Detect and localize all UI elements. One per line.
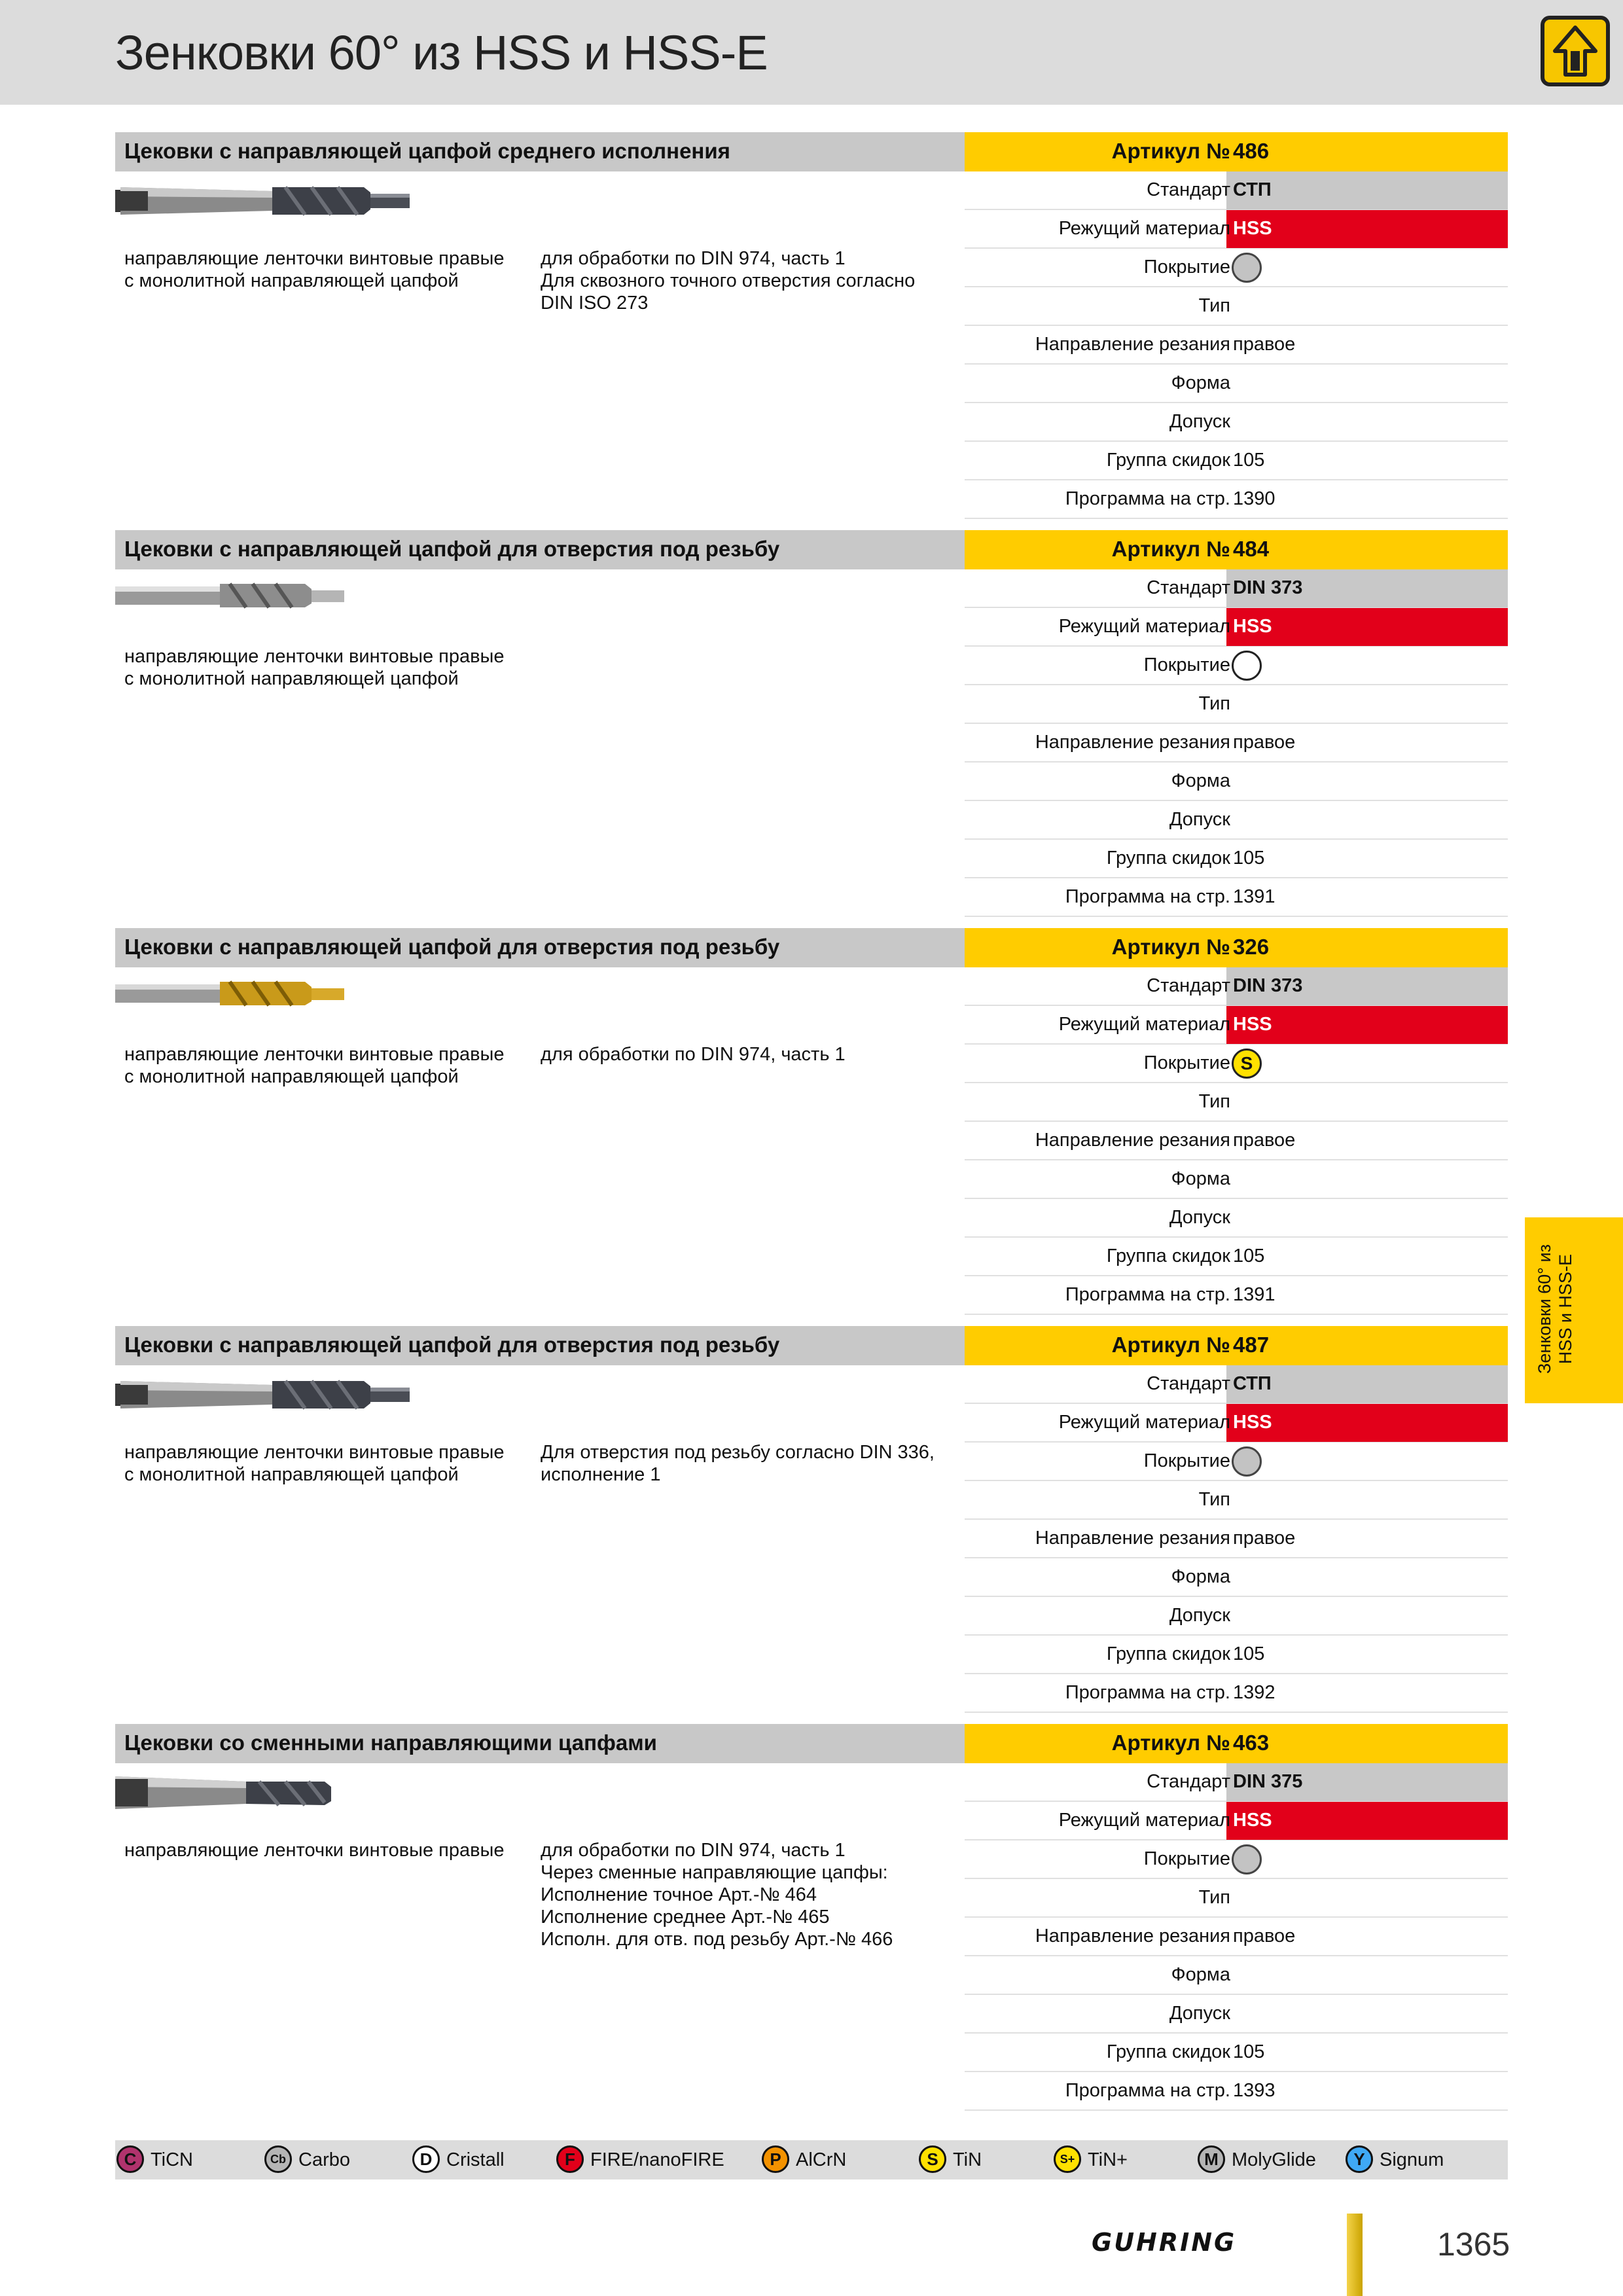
spec-label-coating: Покрытие	[1143, 655, 1230, 675]
spec-value-program[interactable]: 1391	[1233, 1284, 1275, 1305]
spec-label-form: Форма	[1171, 372, 1230, 393]
spec-label-standard: Стандарт	[1147, 179, 1230, 200]
legend-label: Signum	[1380, 2149, 1444, 2170]
section-description: направляющие ленточки винтовые правые	[124, 1840, 505, 1861]
spec-label-direction: Направление резания	[1035, 1926, 1230, 1946]
spec-row-coating	[965, 1045, 1508, 1083]
spec-value-discount: 105	[1233, 2041, 1265, 2062]
spec-label-type: Тип	[1198, 693, 1230, 714]
section-description: направляющие ленточки винтовые правые с монолитной направляющей цапфой	[124, 1044, 505, 1087]
countersink-tool-image	[115, 974, 351, 1016]
article-label: Артикул №	[1111, 1731, 1230, 1755]
article-number[interactable]: 484	[1233, 537, 1270, 561]
spec-row-discount	[965, 442, 1508, 480]
page-title: Зенковки 60° из HSS и HSS-E	[115, 26, 768, 80]
spec-row-type	[965, 287, 1508, 326]
legend-label: Carbo	[298, 2149, 350, 2170]
spec-value-standard: СТП	[1233, 1373, 1272, 1394]
product-section	[115, 928, 1508, 1326]
spec-value-standard: DIN 373	[1233, 975, 1303, 996]
spec-value-direction: правое	[1233, 1528, 1296, 1549]
spec-row-direction	[965, 326, 1508, 365]
spec-row-type	[965, 1481, 1508, 1520]
spec-label-tolerance: Допуск	[1169, 1207, 1230, 1228]
section-application: для обработки по DIN 974, часть 1 Для сквозного точного отверстия согласно DIN ISO 273	[541, 248, 916, 314]
spec-row-program	[965, 480, 1508, 519]
legend-label: Cristall	[446, 2149, 505, 2170]
section-application: для обработки по DIN 974, часть 1	[541, 1044, 846, 1065]
countersink-icon	[1541, 16, 1610, 86]
spec-value-material: HSS	[1233, 1810, 1272, 1831]
product-section	[115, 132, 1508, 530]
spec-label-direction: Направление резания	[1035, 1130, 1230, 1151]
spec-label-tolerance: Допуск	[1169, 411, 1230, 432]
spec-value-material: HSS	[1233, 1412, 1272, 1433]
spec-label-coating: Покрытие	[1143, 1450, 1230, 1471]
spec-label-discount: Группа скидок	[1106, 450, 1230, 471]
spec-label-coating: Покрытие	[1143, 1848, 1230, 1869]
legend-label: TiCN	[151, 2149, 193, 2170]
spec-label-standard: Стандарт	[1147, 975, 1230, 996]
article-row	[965, 928, 1508, 967]
guhring-logo: GUHRING	[1092, 2228, 1237, 2257]
spec-value-material: HSS	[1233, 1014, 1272, 1035]
spec-row-standard	[965, 1763, 1508, 1802]
spec-row-tolerance	[965, 1597, 1508, 1636]
side-tab-label: Зенковки 60° из HSS и HSS-E	[1535, 1244, 1575, 1374]
spec-row-direction	[965, 724, 1508, 762]
spec-label-program: Программа на стр.	[1065, 1682, 1230, 1703]
spec-value-discount: 105	[1233, 1246, 1265, 1266]
section-title: Цековки с направляющей цапфой среднего исполнения	[124, 139, 730, 163]
coating-cristall-icon: D	[412, 2145, 440, 2173]
article-row	[965, 530, 1508, 569]
spec-label-type: Тип	[1198, 1489, 1230, 1510]
article-row	[965, 1326, 1508, 1365]
section-application: для обработки по DIN 974, часть 1 Через сменные направляющие цапфы: Исполнение точное Арт.-№ 464 Исполнение среднее Арт.-№ 465 Исполн. для отв. под резьбу Арт.-№ 466	[541, 1840, 893, 1950]
spec-row-standard	[965, 967, 1508, 1006]
spec-label-form: Форма	[1171, 1964, 1230, 1985]
legend-label: AlCrN	[796, 2149, 847, 2170]
spec-row-discount	[965, 1238, 1508, 1276]
spec-value-standard: СТП	[1233, 179, 1272, 200]
spec-row-form	[965, 365, 1508, 403]
coating-carbo-icon: Cb	[264, 2145, 292, 2173]
spec-label-standard: Стандарт	[1147, 1373, 1230, 1394]
spec-row-tolerance	[965, 1199, 1508, 1238]
spec-label-form: Форма	[1171, 1168, 1230, 1189]
spec-label-material: Режущий материал	[1058, 1810, 1230, 1831]
coating-ticn-icon: C	[116, 2145, 144, 2173]
spec-label-type: Тип	[1198, 295, 1230, 316]
spec-value-program[interactable]: 1392	[1233, 1682, 1275, 1703]
page-number: 1365	[1437, 2226, 1510, 2263]
spec-label-tolerance: Допуск	[1169, 1605, 1230, 1626]
spec-value-standard: DIN 373	[1233, 577, 1303, 598]
coating-alcrn-icon: P	[762, 2145, 789, 2173]
spec-row-program	[965, 1674, 1508, 1713]
coating-bright-badge	[1232, 1844, 1262, 1874]
spec-value-material: HSS	[1233, 616, 1272, 637]
spec-row-form	[965, 1160, 1508, 1199]
footer-accent-bar	[1347, 2214, 1363, 2296]
spec-label-discount: Группа скидок	[1106, 848, 1230, 869]
spec-label-form: Форма	[1171, 770, 1230, 791]
coating-legend	[115, 2140, 1508, 2179]
coating-uncoated-badge	[1232, 651, 1262, 681]
spec-row-tolerance	[965, 801, 1508, 840]
countersink-tool-image	[115, 178, 416, 227]
spec-row-direction	[965, 1520, 1508, 1558]
spec-value-discount: 105	[1233, 1643, 1265, 1664]
spec-row-material	[965, 1802, 1508, 1840]
legend-label: TiN+	[1088, 2149, 1128, 2170]
coating-molyglide-icon: M	[1198, 2145, 1225, 2173]
coating-bright-badge	[1232, 1446, 1262, 1477]
spec-row-tolerance	[965, 1995, 1508, 2034]
article-number[interactable]: 326	[1233, 935, 1270, 959]
section-application: Для отверстия под резьбу согласно DIN 336, исполнение 1	[541, 1442, 935, 1485]
spec-row-coating	[965, 1443, 1508, 1481]
spec-label-discount: Группа скидок	[1106, 2041, 1230, 2062]
spec-row-discount	[965, 2034, 1508, 2072]
spec-label-discount: Группа скидок	[1106, 1246, 1230, 1266]
spec-row-material	[965, 1006, 1508, 1045]
legend-label: MolyGlide	[1232, 2149, 1316, 2170]
spec-row-coating	[965, 249, 1508, 287]
legend-label: FIRE/nanoFIRE	[590, 2149, 724, 2170]
article-number[interactable]: 463	[1233, 1731, 1270, 1755]
spec-label-type: Тип	[1198, 1091, 1230, 1112]
product-section	[115, 1724, 1508, 2122]
spec-label-program: Программа на стр.	[1065, 1284, 1230, 1305]
spec-value-direction: правое	[1233, 1130, 1296, 1151]
spec-row-discount	[965, 1636, 1508, 1674]
product-section	[115, 1326, 1508, 1724]
spec-value-direction: правое	[1233, 1926, 1296, 1946]
spec-label-direction: Направление резания	[1035, 334, 1230, 355]
spec-label-material: Режущий материал	[1058, 218, 1230, 239]
spec-label-discount: Группа скидок	[1106, 1643, 1230, 1664]
spec-row-form	[965, 1956, 1508, 1995]
spec-label-program: Программа на стр.	[1065, 886, 1230, 907]
spec-value-direction: правое	[1233, 732, 1296, 753]
spec-label-tolerance: Допуск	[1169, 2003, 1230, 2024]
spec-label-coating: Покрытие	[1143, 1052, 1230, 1073]
article-number[interactable]: 487	[1233, 1333, 1270, 1357]
article-row	[965, 1724, 1508, 1763]
article-label: Артикул №	[1111, 1333, 1230, 1357]
section-description: направляющие ленточки винтовые правые с монолитной направляющей цапфой	[124, 1442, 505, 1485]
spec-value-material: HSS	[1233, 218, 1272, 239]
countersink-tool-image	[115, 1770, 390, 1819]
coating-tin-icon: S	[919, 2145, 946, 2173]
spec-value-program[interactable]: 1393	[1233, 2080, 1275, 2101]
countersink-tool-image	[115, 576, 351, 619]
spec-row-coating	[965, 1840, 1508, 1879]
spec-row-type	[965, 1083, 1508, 1122]
spec-row-material	[965, 1404, 1508, 1443]
spec-label-direction: Направление резания	[1035, 1528, 1230, 1549]
spec-value-standard: DIN 375	[1233, 1771, 1303, 1792]
spec-row-direction	[965, 1918, 1508, 1956]
spec-row-type	[965, 1879, 1508, 1918]
section-title: Цековки с направляющей цапфой для отверстия под резьбу	[124, 1333, 780, 1357]
section-description: направляющие ленточки винтовые правые с монолитной направляющей цапфой	[124, 248, 505, 291]
spec-row-form	[965, 762, 1508, 801]
article-number[interactable]: 486	[1233, 139, 1270, 163]
spec-label-program: Программа на стр.	[1065, 488, 1230, 509]
spec-row-form	[965, 1558, 1508, 1597]
spec-row-tolerance	[965, 403, 1508, 442]
coating-bright-badge	[1232, 253, 1262, 283]
section-title: Цековки со сменными направляющими цапфами	[124, 1731, 657, 1755]
spec-label-program: Программа на стр.	[1065, 2080, 1230, 2101]
spec-row-material	[965, 608, 1508, 647]
spec-label-standard: Стандарт	[1147, 577, 1230, 598]
spec-row-program	[965, 878, 1508, 917]
article-row	[965, 132, 1508, 171]
spec-row-discount	[965, 840, 1508, 878]
section-title: Цековки с направляющей цапфой для отверстия под резьбу	[124, 935, 780, 959]
spec-row-material	[965, 210, 1508, 249]
spec-value-direction: правое	[1233, 334, 1296, 355]
spec-label-material: Режущий материал	[1058, 1412, 1230, 1433]
spec-label-tolerance: Допуск	[1169, 809, 1230, 830]
spec-value-discount: 105	[1233, 848, 1265, 869]
legend-label: TiN	[953, 2149, 982, 2170]
spec-row-standard	[965, 171, 1508, 210]
spec-label-form: Форма	[1171, 1566, 1230, 1587]
spec-label-standard: Стандарт	[1147, 1771, 1230, 1792]
spec-row-type	[965, 685, 1508, 724]
coating-signum-icon: Y	[1346, 2145, 1373, 2173]
article-label: Артикул №	[1111, 935, 1230, 959]
spec-label-type: Тип	[1198, 1887, 1230, 1908]
spec-row-standard	[965, 1365, 1508, 1404]
spec-value-program[interactable]: 1390	[1233, 488, 1275, 509]
spec-label-material: Режущий материал	[1058, 616, 1230, 637]
spec-row-direction	[965, 1122, 1508, 1160]
product-section	[115, 530, 1508, 928]
spec-row-program	[965, 2072, 1508, 2111]
article-label: Артикул №	[1111, 139, 1230, 163]
spec-label-direction: Направление резания	[1035, 732, 1230, 753]
article-label: Артикул №	[1111, 537, 1230, 561]
spec-row-coating	[965, 647, 1508, 685]
spec-label-material: Режущий материал	[1058, 1014, 1230, 1035]
coating-tin+-icon: S+	[1054, 2145, 1081, 2173]
spec-label-coating: Покрытие	[1143, 257, 1230, 278]
spec-row-program	[965, 1276, 1508, 1315]
spec-value-program[interactable]: 1391	[1233, 886, 1275, 907]
coating-firenanofire-icon: F	[556, 2145, 584, 2173]
countersink-tool-image	[115, 1372, 416, 1421]
section-title: Цековки с направляющей цапфой для отверстия под резьбу	[124, 537, 780, 561]
spec-row-standard	[965, 569, 1508, 608]
spec-value-discount: 105	[1233, 450, 1265, 471]
section-description: направляющие ленточки винтовые правые с монолитной направляющей цапфой	[124, 646, 505, 689]
coating-tin-badge: S	[1232, 1049, 1262, 1079]
